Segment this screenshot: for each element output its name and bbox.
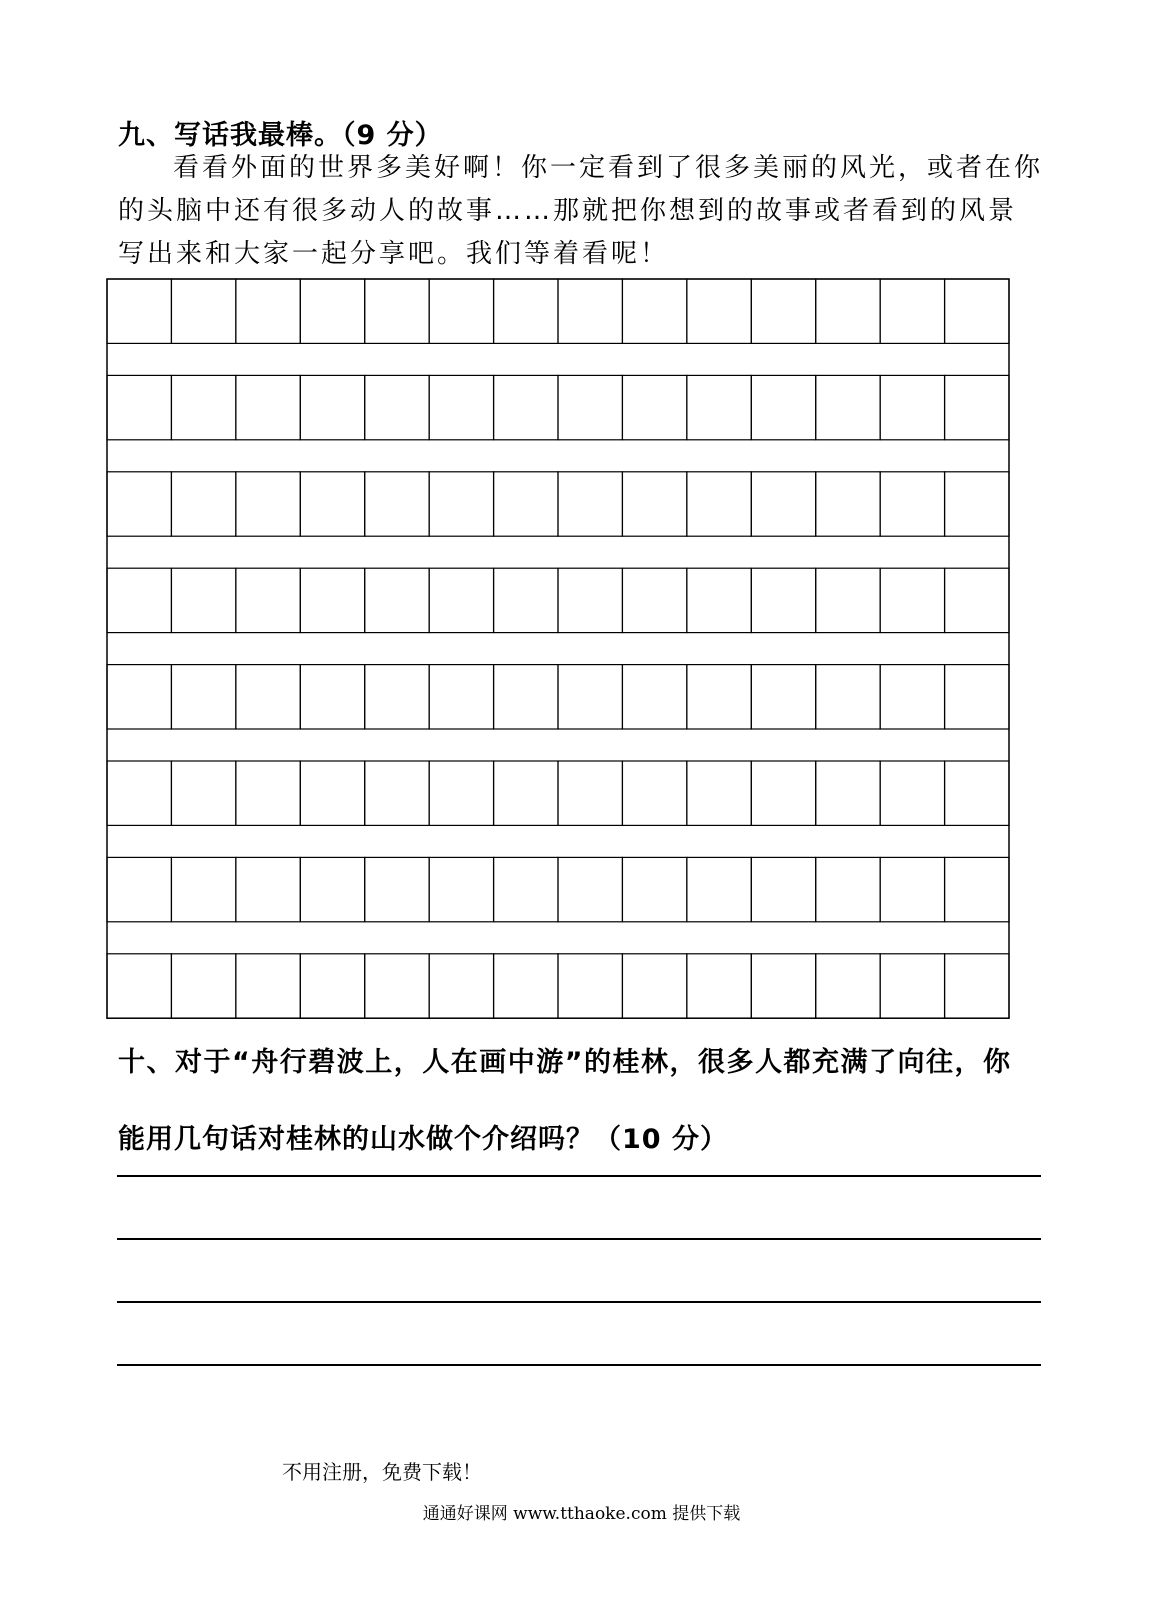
grid-cell[interactable] [365,665,429,729]
grid-cell[interactable] [751,954,815,1018]
grid-cell[interactable] [687,568,751,632]
grid-cell[interactable] [429,761,493,825]
section9-prompt [118,147,1043,276]
grid-cell[interactable] [107,954,171,1018]
grid-cell[interactable] [365,279,429,343]
answer-line[interactable] [117,1364,1041,1366]
grid-cell[interactable] [687,954,751,1018]
grid-cell[interactable] [236,857,300,921]
grid-cell[interactable] [816,857,880,921]
grid-cell[interactable] [300,279,364,343]
grid-cell[interactable] [751,472,815,536]
grid-cell[interactable] [880,375,944,439]
grid-cell[interactable] [880,665,944,729]
grid-cell[interactable] [429,665,493,729]
grid-cell[interactable] [687,279,751,343]
grid-cell[interactable] [429,472,493,536]
grid-cell[interactable] [236,665,300,729]
grid-cell[interactable] [880,472,944,536]
grid-cell[interactable] [687,857,751,921]
grid-cell[interactable] [429,954,493,1018]
grid-cell[interactable] [945,568,1009,632]
grid-cell[interactable] [687,665,751,729]
grid-cell[interactable] [945,375,1009,439]
grid-cell[interactable] [558,375,622,439]
grid-cell[interactable] [171,761,235,825]
grid-cell[interactable] [429,279,493,343]
grid-cell[interactable] [816,761,880,825]
grid-cell[interactable] [300,375,364,439]
grid-cell[interactable] [945,857,1009,921]
grid-cell[interactable] [171,279,235,343]
grid-cell[interactable] [171,472,235,536]
grid-cell[interactable] [171,954,235,1018]
grid-cell[interactable] [107,665,171,729]
grid-cell[interactable] [558,761,622,825]
grid-cell[interactable] [880,761,944,825]
grid-cell[interactable] [171,857,235,921]
writing-grid-svg [106,278,1010,1019]
answer-line[interactable] [117,1301,1041,1303]
grid-cell[interactable] [622,761,686,825]
section10-title-line1: 十、对于“舟行碧波上，人在画中游”的桂林，很多人都充满了向往，你 [118,1047,1012,1078]
grid-cell[interactable] [107,761,171,825]
grid-cell[interactable] [816,279,880,343]
grid-cell[interactable] [494,568,558,632]
grid-cell[interactable] [429,857,493,921]
grid-cell[interactable] [236,954,300,1018]
grid-cell[interactable] [365,375,429,439]
grid-cell[interactable] [494,375,558,439]
grid-cell[interactable] [622,375,686,439]
grid-cell[interactable] [494,954,558,1018]
grid-cell[interactable] [300,472,364,536]
grid-cell[interactable] [622,279,686,343]
answer-line[interactable] [117,1175,1041,1177]
grid-cell[interactable] [880,279,944,343]
grid-cell[interactable] [816,472,880,536]
grid-cell[interactable] [558,568,622,632]
grid-cell[interactable] [945,954,1009,1018]
grid-cell[interactable] [622,857,686,921]
grid-cell[interactable] [945,761,1009,825]
answer-line[interactable] [117,1238,1041,1240]
grid-cell[interactable] [236,568,300,632]
grid-cell[interactable] [365,472,429,536]
grid-cell[interactable] [816,375,880,439]
grid-cell[interactable] [751,279,815,343]
grid-cell[interactable] [687,375,751,439]
grid-cell[interactable] [880,568,944,632]
grid-cell[interactable] [300,761,364,825]
grid-cell[interactable] [880,954,944,1018]
grid-cell[interactable] [107,472,171,536]
grid-cell[interactable] [365,954,429,1018]
grid-cell[interactable] [558,472,622,536]
grid-cell[interactable] [171,665,235,729]
grid-cell[interactable] [107,857,171,921]
grid-cell[interactable] [494,857,558,921]
grid-cell[interactable] [558,857,622,921]
section10-title-line2: 能用几句话对桂林的山水做个介绍吗？（10 分） [118,1124,728,1155]
grid-cell[interactable] [171,568,235,632]
grid-cell[interactable] [107,279,171,343]
grid-cell[interactable] [816,665,880,729]
grid-cell[interactable] [300,568,364,632]
grid-cell[interactable] [558,954,622,1018]
grid-cell[interactable] [751,568,815,632]
grid-cell[interactable] [751,857,815,921]
grid-cell[interactable] [494,761,558,825]
grid-cell[interactable] [365,568,429,632]
grid-cell[interactable] [429,568,493,632]
grid-cell[interactable] [107,375,171,439]
footer-site: 通通好课网 www.tthaoke.com 提供下载 [422,1504,741,1524]
grid-cell[interactable] [816,954,880,1018]
grid-cell[interactable] [494,279,558,343]
grid-cell[interactable] [494,665,558,729]
grid-cell[interactable] [429,375,493,439]
grid-cell[interactable] [622,954,686,1018]
grid-cell[interactable] [751,665,815,729]
grid-cell[interactable] [494,472,558,536]
grid-cell[interactable] [751,375,815,439]
grid-cell[interactable] [300,954,364,1018]
grid-cell[interactable] [622,568,686,632]
footer-note: 不用注册，免费下载！ [282,1460,482,1484]
section9-prompt-text: 看看外面的世界多美好啊！你一定看到了很多美丽的风光，或者在你的头脑中还有很多动人的故事……那就把你想到的故事或者看到的风景写出来和大家一起分享吧。我们等着看呢！ [118,153,1044,269]
grid-cell[interactable] [236,761,300,825]
grid-cell[interactable] [945,279,1009,343]
grid-cell[interactable] [945,472,1009,536]
grid-cell[interactable] [622,472,686,536]
writing-grid [106,278,1010,1019]
grid-cell[interactable] [687,472,751,536]
grid-cell[interactable] [558,665,622,729]
grid-cell[interactable] [236,472,300,536]
grid-cell[interactable] [107,568,171,632]
grid-cell[interactable] [171,375,235,439]
grid-cell[interactable] [300,857,364,921]
grid-cell[interactable] [687,761,751,825]
grid-cell[interactable] [622,665,686,729]
grid-cell[interactable] [300,665,364,729]
grid-cell[interactable] [751,761,815,825]
grid-cell[interactable] [945,665,1009,729]
grid-cell[interactable] [236,375,300,439]
section9-title: 九、写话我最棒。（9 分） [118,120,443,151]
grid-cell[interactable] [816,568,880,632]
grid-cell[interactable] [236,279,300,343]
grid-cell[interactable] [365,857,429,921]
grid-cell[interactable] [558,279,622,343]
grid-cell[interactable] [880,857,944,921]
grid-cell[interactable] [365,761,429,825]
